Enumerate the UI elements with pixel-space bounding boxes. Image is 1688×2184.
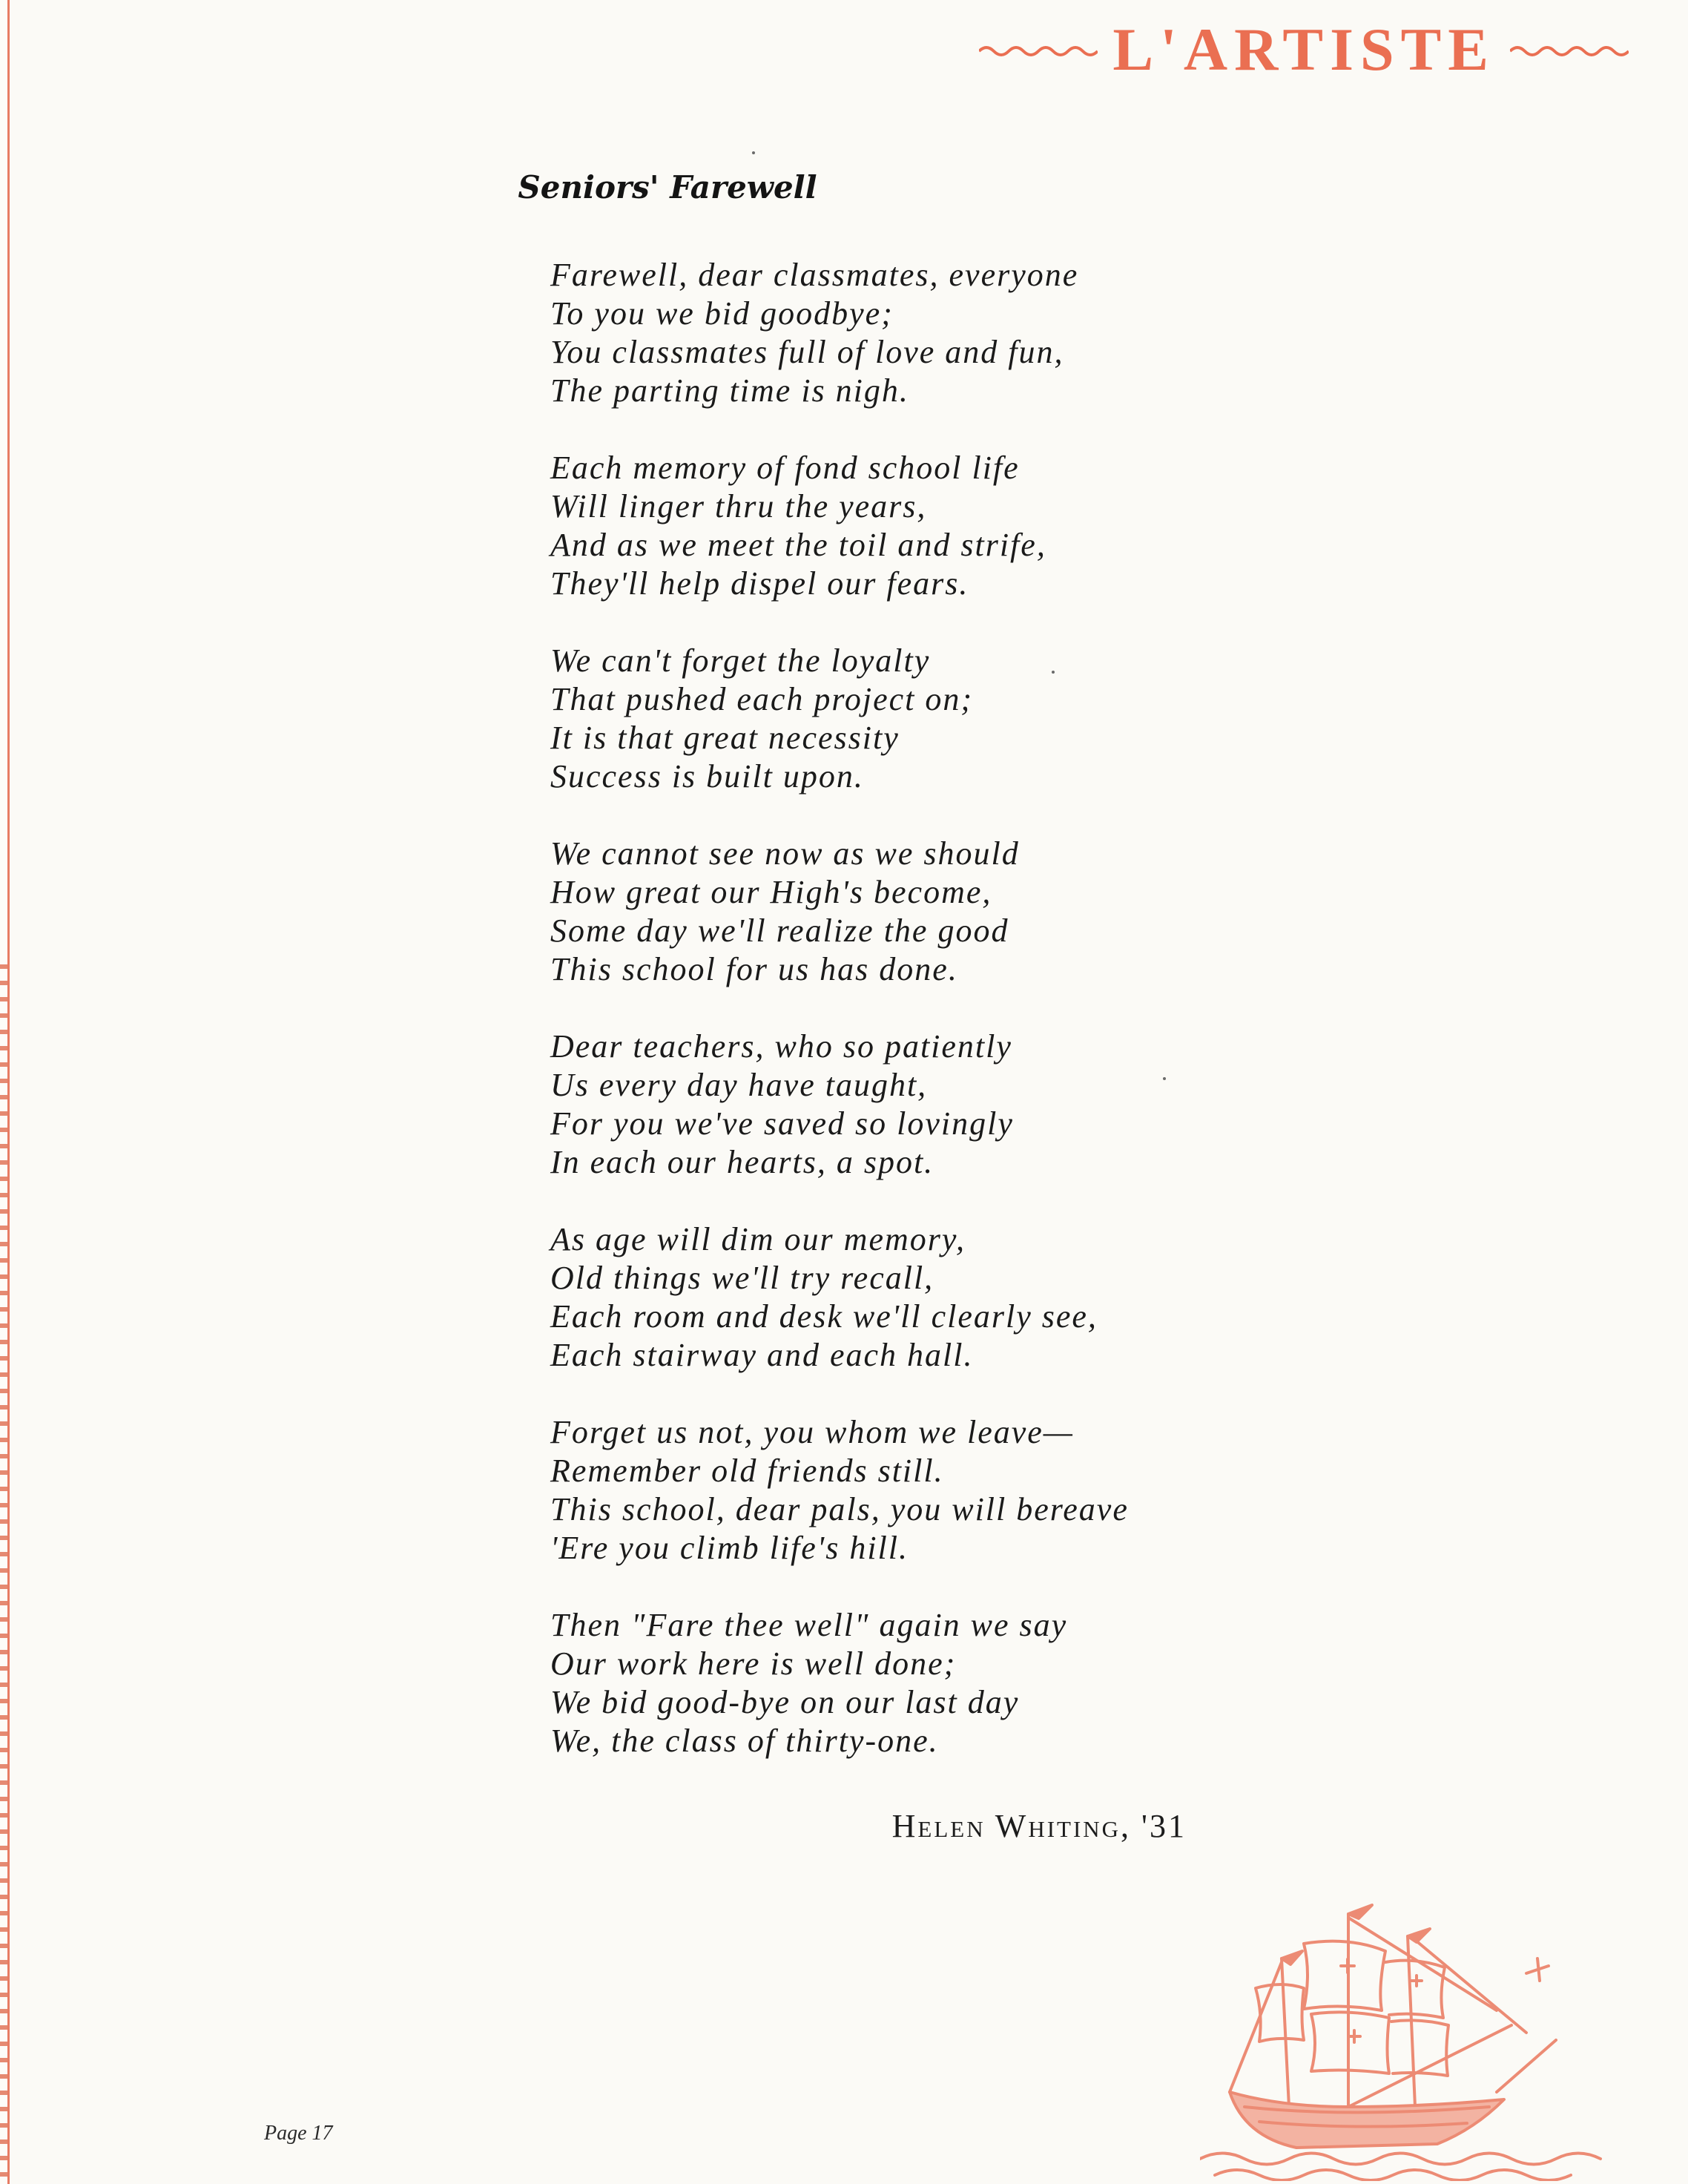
poem-line: That pushed each project on; xyxy=(550,681,974,717)
poem-stanza xyxy=(550,449,1218,603)
poem-stanza xyxy=(550,1027,1218,1182)
poem-title: Seniors' Farewell xyxy=(518,169,817,205)
poem-line: Each stairway and each hall. xyxy=(550,1337,974,1373)
paper-speck xyxy=(1052,671,1055,674)
poem-line: The parting time is nigh. xyxy=(550,372,909,409)
masthead xyxy=(979,16,1629,83)
poem-line: To you we bid goodbye; xyxy=(550,295,894,332)
poem-line: Farewell, dear classmates, everyone xyxy=(550,257,1079,293)
poem-line: And as we meet the toil and strife, xyxy=(550,527,1046,563)
poem-line: This school, dear pals, you will bereave xyxy=(550,1491,1129,1527)
poem-line: You classmates full of love and fun, xyxy=(550,334,1064,370)
poem-line: This school for us has done. xyxy=(550,951,958,987)
poem-line: Forget us not, you whom we leave— xyxy=(550,1414,1074,1450)
sailing-ship-illustration-icon xyxy=(1200,1884,1615,2181)
poem-line: Some day we'll realize the good xyxy=(550,912,1009,949)
poem-stanza xyxy=(550,642,1218,796)
page-number: Page 17 xyxy=(264,2122,333,2145)
wave-ornament-right-icon xyxy=(1510,42,1629,57)
poem-line: Success is built upon. xyxy=(550,758,864,795)
poem-stanza xyxy=(550,835,1218,989)
masthead-title: L'ARTISTE xyxy=(1112,16,1495,83)
poem-body xyxy=(550,256,1218,1799)
poem-line: Our work here is well done; xyxy=(550,1645,957,1682)
poem-line: In each our hearts, a spot. xyxy=(550,1144,934,1180)
poem-line: 'Ere you climb life's hill. xyxy=(550,1530,909,1566)
poem-line: As age will dim our memory, xyxy=(550,1221,966,1257)
poem-line: Then "Fare thee well" again we say xyxy=(550,1607,1068,1643)
binding-line xyxy=(7,0,10,2184)
poem-line: Each memory of fond school life xyxy=(550,450,1020,486)
poem-line: Dear teachers, who so patiently xyxy=(550,1028,1012,1065)
poem-line: Us every day have taught, xyxy=(550,1067,928,1103)
poem-line: Will linger thru the years, xyxy=(550,488,927,524)
binding-stitches xyxy=(0,964,7,2181)
poem-line: It is that great necessity xyxy=(550,720,900,756)
poem-line: We can't forget the loyalty xyxy=(550,642,931,679)
poem-stanza xyxy=(550,1606,1218,1760)
poem-line: We, the class of thirty-one. xyxy=(550,1723,939,1759)
poem-author: Helen Whiting, '31 xyxy=(891,1808,1187,1844)
poem-stanza xyxy=(550,1220,1218,1375)
poem-line: We cannot see now as we should xyxy=(550,835,1020,872)
poem-line: Remember old friends still. xyxy=(550,1453,944,1489)
wave-ornament-left-icon xyxy=(979,42,1098,57)
poem-line: For you we've saved so lovingly xyxy=(550,1105,1014,1142)
poem-line: Each room and desk we'll clearly see, xyxy=(550,1298,1098,1335)
poem-line: How great our High's become, xyxy=(550,874,992,910)
poem-stanza xyxy=(550,256,1218,410)
paper-speck xyxy=(752,151,755,154)
poem-line: Old things we'll try recall, xyxy=(550,1260,934,1296)
poem-line: They'll help dispel our fears. xyxy=(550,565,969,602)
poem-stanza xyxy=(550,1413,1218,1568)
paper-speck xyxy=(1163,1077,1166,1080)
poem-line: We bid good-bye on our last day xyxy=(550,1684,1020,1720)
